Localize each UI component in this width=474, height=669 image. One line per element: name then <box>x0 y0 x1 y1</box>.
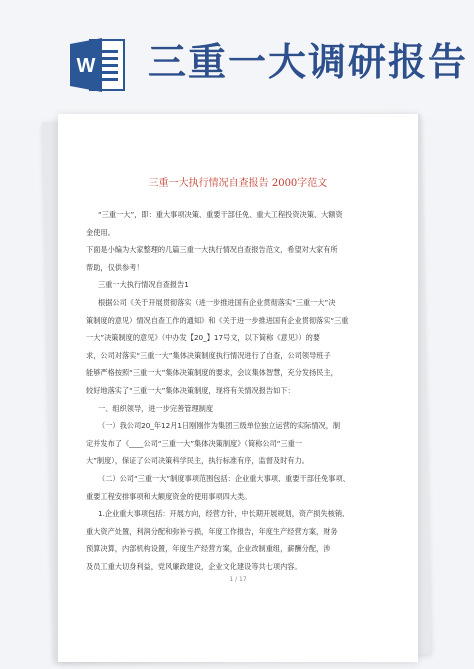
banner-title: 三重一大调研报告 <box>148 40 469 84</box>
document-page <box>58 114 418 662</box>
body-line: “三重一大”，即：重大事项决策、重要干部任免、重大工程投资决策、大额资 <box>98 210 343 219</box>
body-line: 策制度的意见）情况自查工作的通知》和《关于进一步推进国有企业贯彻落实“三重 <box>86 315 349 325</box>
body-line: 一大”决策制度的意见》（中办发【20_】17号文，以下简称《意见》）的要 <box>86 333 321 343</box>
body-line: 下面是小编为大家整理的几篇三重一大执行情况自查报告范文，希望对大家有所 <box>86 245 338 255</box>
body-line: 求，公司对落实“三重一大”集体决策制度执行情况进行了自查，公司领导班子 <box>86 350 331 360</box>
body-line: （二）公司“三重一大”制度事项范围包括：企业重大事项、重要干部任免事项、 <box>98 473 350 483</box>
body-line: 及员工重大切身利益，党风廉政建设，企业文化建设等共七项内容。 <box>86 561 302 571</box>
body-line: 定并发布了《____公司“三重一大”集体决策制度》（简称公司“三重一 <box>86 438 303 448</box>
section-heading: 一、组织领导，进一步完善管理制度 <box>98 403 214 413</box>
svg-text:W: W <box>76 55 96 77</box>
document-title: 三重一大执行情况自查报告 2000字范文 <box>148 178 328 189</box>
document-body <box>86 206 404 575</box>
body-line: 1.企业重大事项包括：开展方向，经营方针，中长期开展规划，资产损失核销、 <box>98 509 350 519</box>
body-line: 帮助，仅供参考！ <box>86 262 144 272</box>
body-line: 重大资产处置，利润分配和弥补亏损，年度工作报告，年度生产经营方案，财务 <box>86 526 338 536</box>
page-number: 1 / 17 <box>229 576 247 583</box>
body-line: 根据公司《关于开展贯彻落实（进一步推进国有企业贯彻落实“三重一大”决 <box>98 297 336 307</box>
body-line: 较好地落实了“三重一大”集体决策制度，现将有关情况报告如下： <box>86 385 295 395</box>
body-line: 重要工程安排事项和大额度资金的使用事项四大类。 <box>86 491 252 501</box>
section-heading: 三重一大执行情况自查报告1 <box>98 280 189 290</box>
body-line: （一）我公司20_年12月1日刚刚作为集团三级单位独立运营的实际情况，制 <box>98 421 341 431</box>
body-line: 大”制度），保证了公司决策科学民主，执行标准有序，监督及时有力。 <box>86 456 309 466</box>
word-document-icon <box>68 36 128 94</box>
body-line: 能够严格按照“三重一大”集体决策制度的要求，会议集体智慧，充分发扬民主， <box>86 368 338 378</box>
banner <box>0 0 474 118</box>
body-line: 预算决算，内部机构设置，年度生产经营方案，企业改制重组，薪酬分配，涉 <box>86 544 331 554</box>
body-line: 金使用。 <box>86 227 115 237</box>
